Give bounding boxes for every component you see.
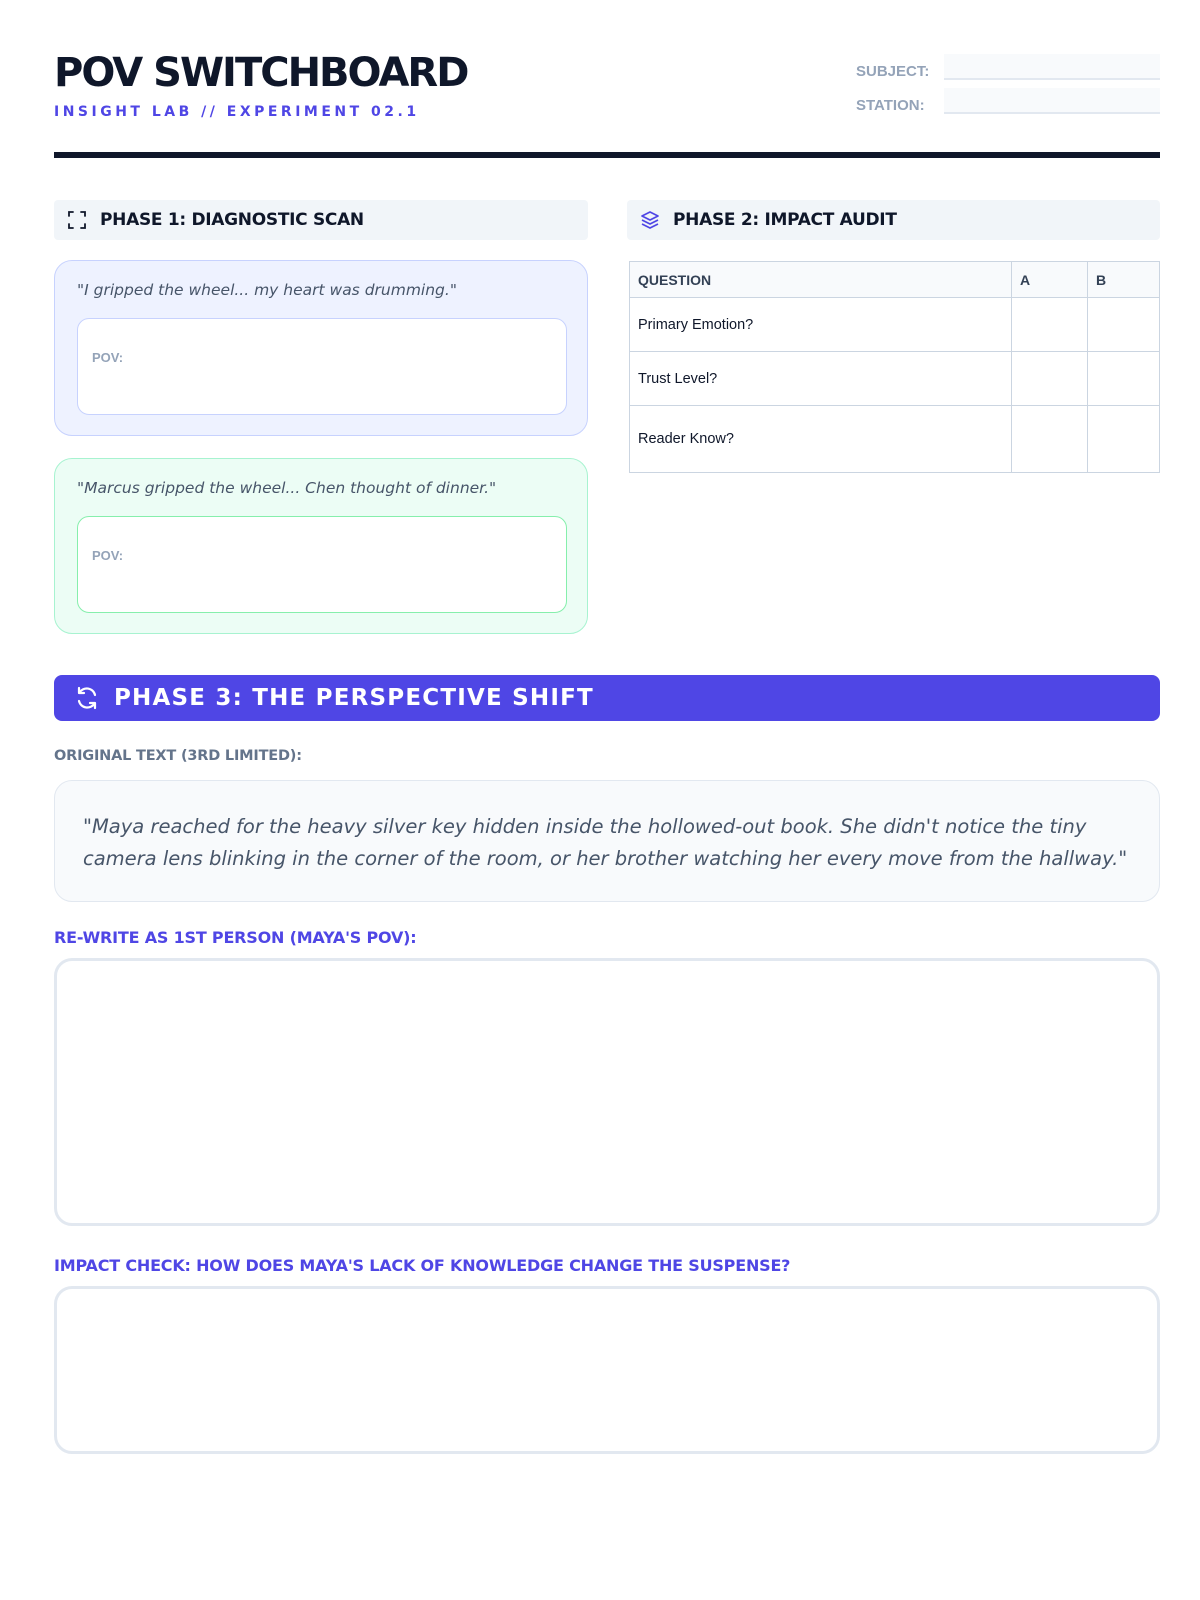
station-field[interactable] [944, 88, 1160, 114]
column-header-a: A [1012, 262, 1088, 298]
diagnostic-card-first-person [54, 260, 588, 436]
phase1-header [54, 200, 588, 240]
question-cell: Reader Know? [630, 406, 1012, 473]
impact-answer-area[interactable] [54, 1286, 1160, 1454]
table-header-row [630, 262, 1160, 298]
pov-answer-field[interactable] [77, 318, 567, 415]
rewrite-label: RE-WRITE AS 1ST PERSON (MAYA'S POV): [54, 928, 417, 947]
subject-row [856, 54, 1160, 80]
diagnostic-card-omniscient [54, 458, 588, 634]
phase3-header [54, 675, 1160, 721]
subject-label: SUBJECT: [856, 63, 930, 80]
answer-cell-b[interactable] [1088, 406, 1160, 473]
layers-icon [639, 209, 661, 231]
question-cell: Trust Level? [630, 352, 1012, 406]
answer-cell-b[interactable] [1088, 352, 1160, 406]
phase1-title: PHASE 1: DIAGNOSTIC SCAN [100, 210, 364, 230]
answer-cell-b[interactable] [1088, 298, 1160, 352]
scan-frame-icon [66, 209, 88, 231]
impact-check-label: IMPACT CHECK: HOW DOES MAYA'S LACK OF KNOWLEDGE CHANGE THE SUSPENSE? [54, 1256, 791, 1275]
question-cell: Primary Emotion? [630, 298, 1012, 352]
table-row [630, 406, 1160, 473]
answer-cell-a[interactable] [1012, 406, 1088, 473]
diagnostic-quote: "I gripped the wheel... my heart was drumming." [77, 281, 457, 299]
page-subtitle: INSIGHT LAB // EXPERIMENT 02.1 [54, 104, 420, 120]
rewrite-answer-area[interactable] [54, 958, 1160, 1226]
phase2-header [627, 200, 1160, 240]
header-divider [54, 152, 1160, 158]
original-text: "Maya reached for the heavy silver key hidden inside the hollowed-out book. She didn't notice the tiny camera lens blinking in the corner of the room, or her brother watching her every move from the hallway." [83, 815, 1128, 870]
phase3-title: PHASE 3: THE PERSPECTIVE SHIFT [114, 685, 594, 711]
header [54, 50, 1160, 160]
original-text-label: ORIGINAL TEXT (3RD LIMITED): [54, 748, 302, 764]
page-title: POV SWITCHBOARD [54, 50, 468, 96]
answer-cell-a[interactable] [1012, 352, 1088, 406]
answer-cell-a[interactable] [1012, 298, 1088, 352]
column-header-b: B [1088, 262, 1160, 298]
original-text-box [54, 780, 1160, 902]
station-label: STATION: [856, 97, 925, 114]
column-header-question: QUESTION [630, 262, 1012, 298]
diagnostic-quote: "Marcus gripped the wheel... Chen thought of dinner." [77, 479, 497, 497]
table-row [630, 352, 1160, 406]
pov-label: POV: [92, 548, 124, 563]
phase2-title: PHASE 2: IMPACT AUDIT [673, 210, 897, 230]
pov-answer-field[interactable] [77, 516, 567, 613]
subject-field[interactable] [944, 54, 1160, 80]
impact-audit-table [629, 261, 1160, 473]
refresh-icon [74, 685, 100, 711]
station-row [856, 88, 1160, 114]
table-row [630, 298, 1160, 352]
pov-label: POV: [92, 350, 124, 365]
